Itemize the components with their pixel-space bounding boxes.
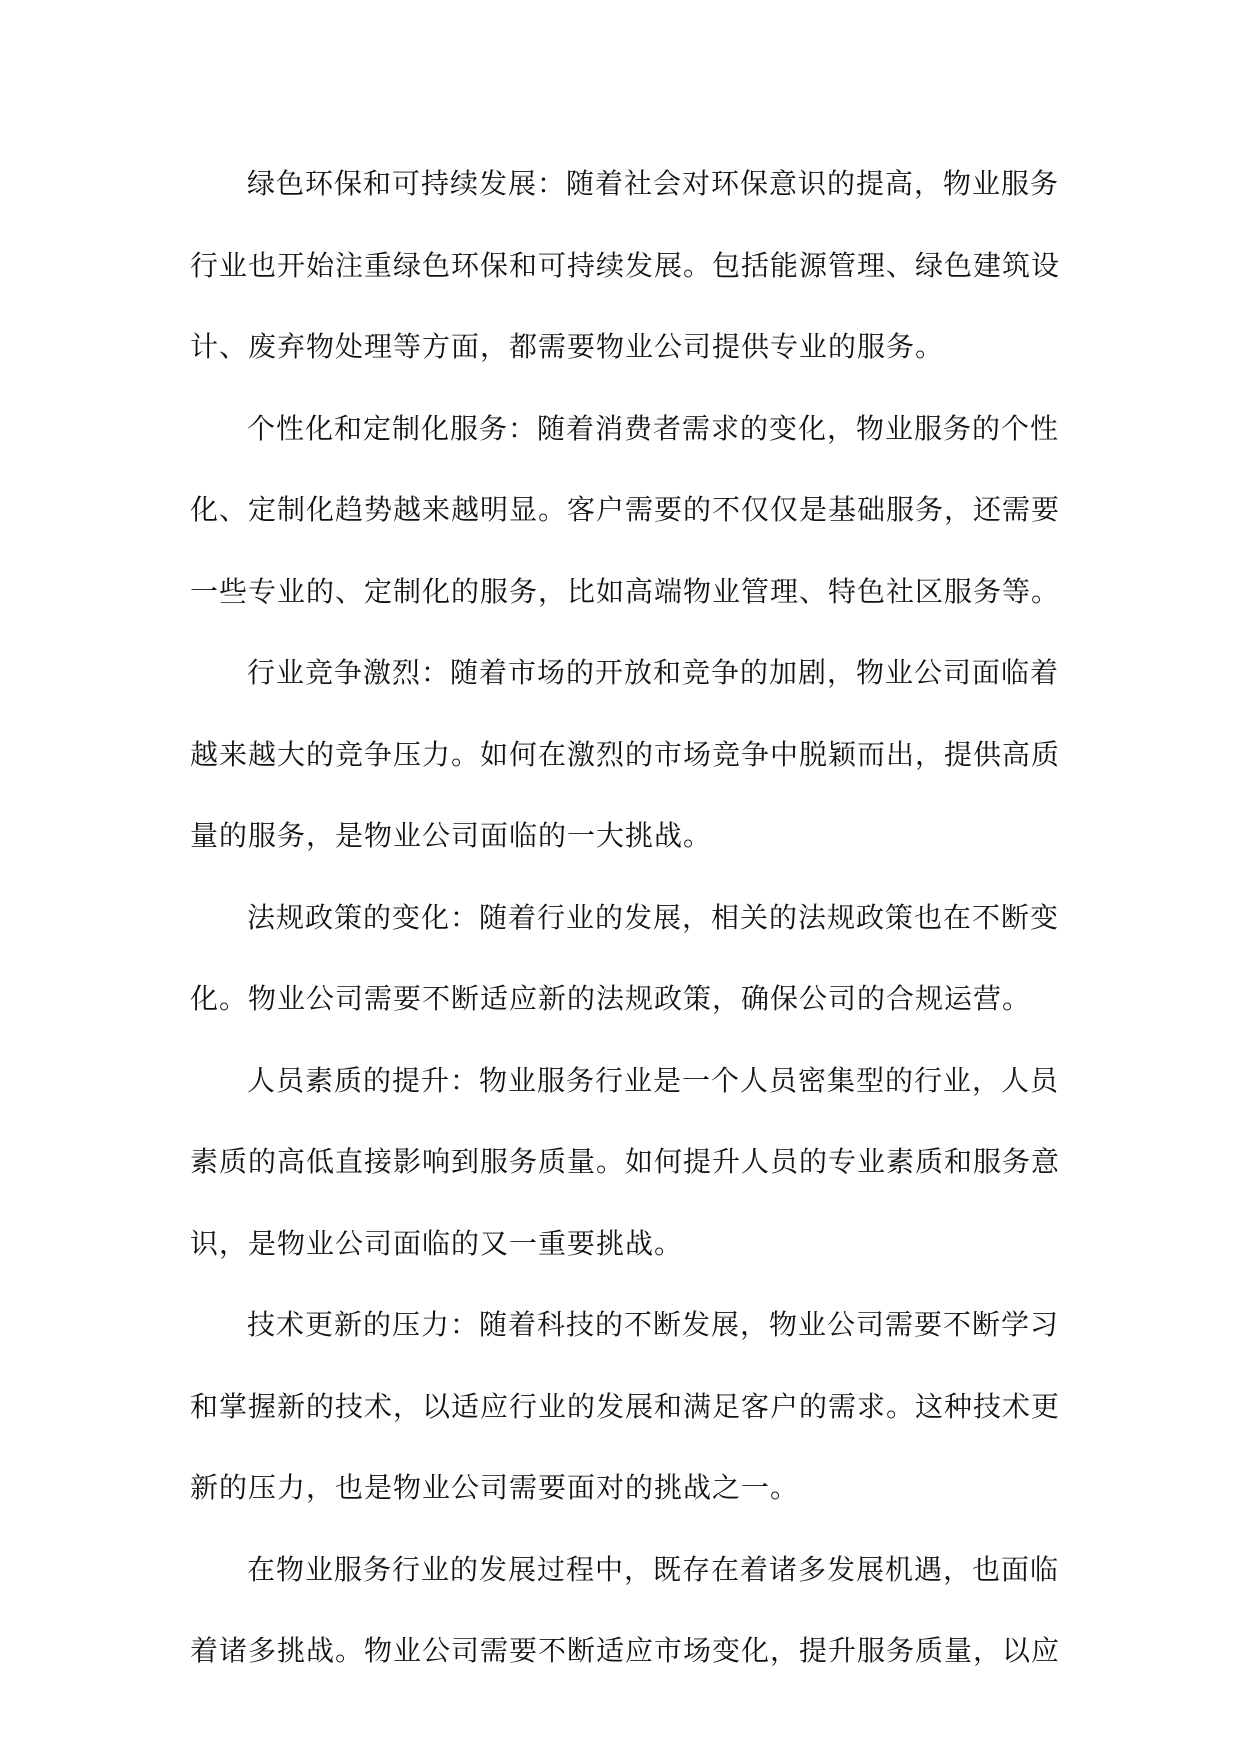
text-line: 在物业服务行业的发展过程中，既存在着诸多发展机遇，也面临 xyxy=(247,1552,1060,1586)
paragraph-technology-pressure xyxy=(190,1284,1061,1529)
text-line: 素质的高低直接影响到服务质量。如何提升人员的专业素质和服务意 xyxy=(190,1145,1061,1178)
text-line: 计、废弃物处理等方面，都需要物业公司提供专业的服务。 xyxy=(190,330,945,363)
text-line: 技术更新的压力：随着科技的不断发展，物业公司需要不断学习 xyxy=(247,1308,1060,1341)
paragraph-industry-competition xyxy=(190,632,1061,877)
text-line: 化、定制化趋势越来越明显。客户需要的不仅仅是基础服务，还需要 xyxy=(190,493,1061,526)
text-line: 越来越大的竞争压力。如何在激烈的市场竞争中脱颖而出，提供高质 xyxy=(190,737,1061,771)
text-line: 一些专业的、定制化的服务，比如高端物业管理、特色社区服务等。 xyxy=(190,574,1061,608)
text-line: 新的压力，也是物业公司需要面对的挑战之一。 xyxy=(190,1471,800,1504)
paragraph-regulation-changes xyxy=(190,877,1060,1040)
text-line: 化。物业公司需要不断适应新的法规政策，确保公司的合规运营。 xyxy=(190,982,1032,1015)
paragraph-green-sustainability xyxy=(190,143,1061,388)
text-line: 绿色环保和可持续发展：随着社会对环保意识的提高，物业服务 xyxy=(247,167,1060,200)
paragraph-staff-quality xyxy=(190,1040,1061,1285)
text-line: 个性化和定制化服务：随着消费者需求的变化，物业服务的个性 xyxy=(247,411,1060,445)
text-line: 和掌握新的技术，以适应行业的发展和满足客户的需求。这种技术更 xyxy=(190,1389,1061,1423)
text-line: 量的服务，是物业公司面临的一大挑战。 xyxy=(190,819,713,852)
document-body xyxy=(190,143,1061,1692)
text-line: 人员素质的提升：物业服务行业是一个人员密集型的行业，人员 xyxy=(247,1063,1060,1097)
text-line: 着诸多挑战。物业公司需要不断适应市场变化，提升服务质量，以应 xyxy=(190,1634,1061,1667)
text-line: 行业竞争激烈：随着市场的开放和竞争的加剧，物业公司面临着 xyxy=(247,656,1060,689)
paragraph-conclusion xyxy=(190,1529,1061,1692)
text-line: 行业也开始注重绿色环保和可持续发展。包括能源管理、绿色建筑设 xyxy=(190,248,1061,282)
paragraph-personalized-service xyxy=(190,388,1061,633)
text-line: 识，是物业公司面临的又一重要挑战。 xyxy=(190,1226,684,1260)
text-line: 法规政策的变化：随着行业的发展，相关的法规政策也在不断变 xyxy=(247,900,1060,934)
